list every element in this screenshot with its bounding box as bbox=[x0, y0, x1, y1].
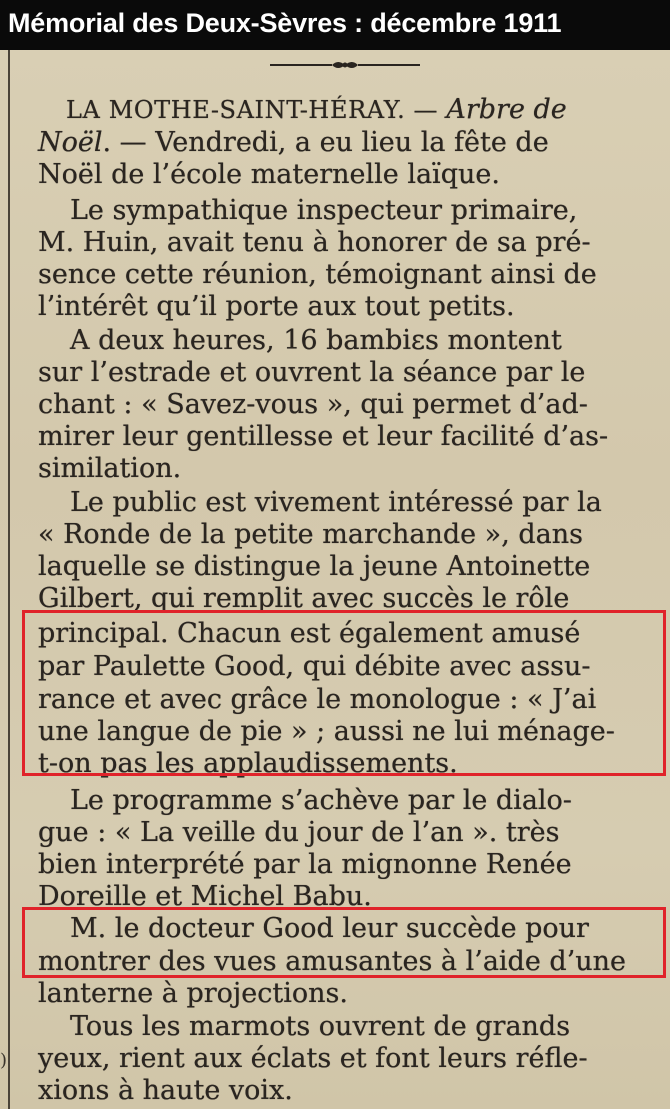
article-line: Gilbert, qui remplit avec succès le rôle bbox=[38, 583, 570, 614]
article-line: une langue de pie » ; aussi ne lui ménage- bbox=[38, 716, 615, 747]
article-line: Le programme s’achève par le dialo- bbox=[70, 785, 572, 816]
article-line: Le public est vivement intéressé par la bbox=[70, 487, 602, 518]
article-heading-italic: Noël bbox=[38, 127, 103, 158]
article-line: Tous les marmots ouvrent de grands bbox=[70, 1011, 571, 1042]
article-line: mirer leur gentillesse et leur facilité d’as- bbox=[38, 421, 609, 452]
article-line: yeux, rient aux éclats et font leurs réfle- bbox=[38, 1043, 588, 1074]
article-line: M. le docteur Good leur succède pour bbox=[70, 913, 589, 944]
article-line: Le sympathique inspecteur primaire, bbox=[70, 195, 578, 226]
article-line: M. Huin, avait tenu à honorer de sa pré- bbox=[38, 227, 591, 258]
article-dateline: LA MOTHE-SAINT-HÉRAY. — bbox=[66, 96, 447, 124]
article-line: xions à haute voix. bbox=[38, 1075, 293, 1106]
article-line: « Ronde de la petite marchande », dans bbox=[38, 519, 583, 550]
article-line: Noël de l’école maternelle laïque. bbox=[38, 159, 500, 190]
article-line: par Paulette Good, qui débite avec assu- bbox=[38, 651, 591, 682]
article-line: similation. bbox=[38, 453, 182, 484]
article-line: laquelle se distingue la jeune Antoinette bbox=[38, 551, 591, 582]
article-line: sence cette réunion, témoignant ainsi de bbox=[38, 259, 597, 290]
article-heading-italic: Arbre de bbox=[446, 94, 567, 125]
article-line: principal. Chacun est également amusé bbox=[38, 618, 581, 649]
article-line: A deux heures, 16 bambiεs montent bbox=[70, 325, 562, 356]
article-line: t-on pas les applaudissements. bbox=[38, 748, 458, 779]
article-line: sur l’estrade et ouvrent la séance par le bbox=[38, 357, 586, 388]
article-line: rance et avec grâce le monologue : « J’ai bbox=[38, 684, 597, 715]
article-line bbox=[66, 96, 567, 123]
article-text: . — Vendredi, a eu lieu la fête de bbox=[102, 127, 549, 158]
article-line: gue : « La veille du jour de l’an ». très bbox=[38, 817, 560, 848]
page-title: Mémorial des Deux-Sèvres : décembre 1911 bbox=[8, 8, 562, 38]
article-line: bien interprété par la mignonne Renée bbox=[38, 849, 572, 880]
article-line: Doreille et Michel Babu. bbox=[38, 881, 372, 912]
article-line: l’intérêt qu’il porte aux tout petits. bbox=[38, 291, 515, 322]
article-line: chant : « Savez-vous », qui permet d’ad- bbox=[38, 389, 588, 420]
article-line: lanterne à projections. bbox=[38, 978, 348, 1009]
margin-mark: ) bbox=[0, 1050, 8, 1071]
article-line: montrer des vues amusantes à l’aide d’une bbox=[38, 946, 627, 977]
article-line bbox=[38, 129, 549, 156]
